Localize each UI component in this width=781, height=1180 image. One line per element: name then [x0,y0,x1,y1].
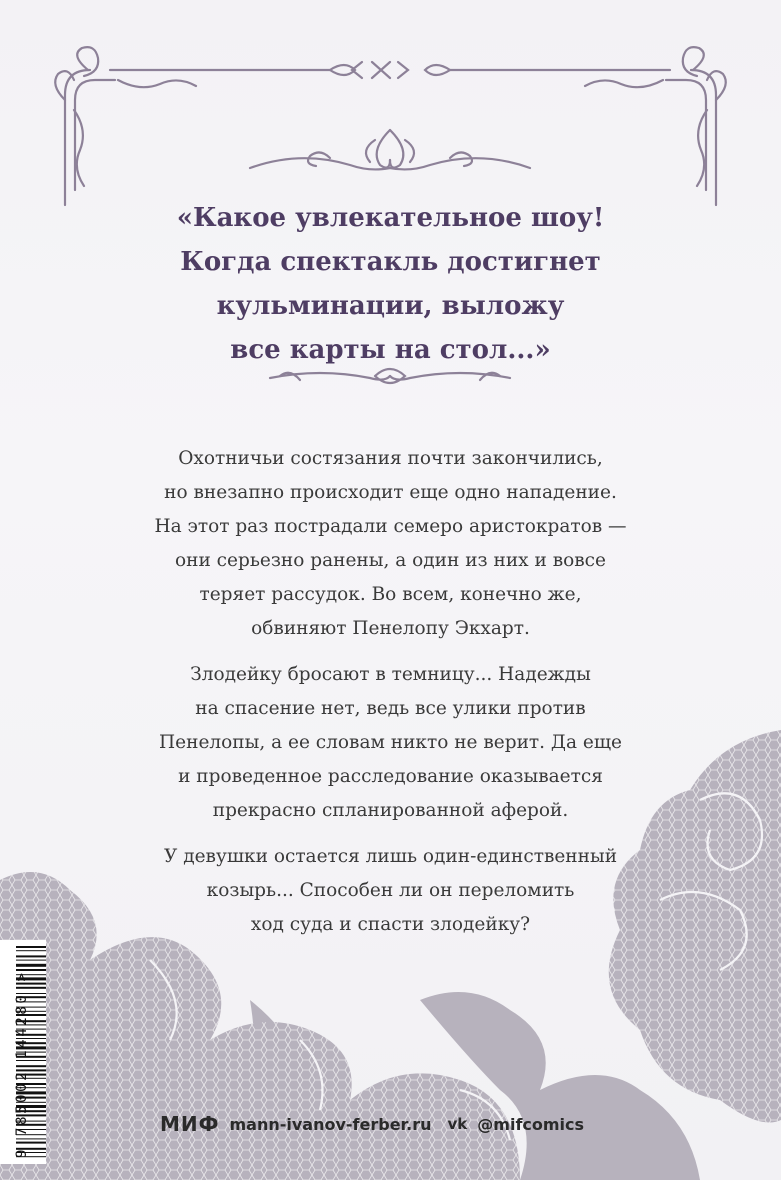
quote-line: «Какое увлекательное шоу! [176,203,605,233]
synopsis-line: Пенелопы, а ее словам никто не верит. Да еще [159,732,622,753]
synopsis-line: На этот раз пострадали семеро аристократов — [154,516,627,537]
social-handle[interactable]: @mifcomics [477,1114,585,1134]
synopsis-line: козырь... Способен ли он переломить [206,880,575,901]
quote-line: Когда спектакль достигнет [180,247,601,277]
barcode-digits: 9 785002 144280 > [14,970,30,1158]
synopsis-paragraph [60,658,721,828]
synopsis-line: обвиняют Пенелопу Экхарт. [251,618,530,639]
synopsis-line: У девушки остается лишь один-единственный [163,846,618,867]
synopsis-line: ход суда и спасти злодейку? [250,914,531,935]
synopsis-line: они серьезно ранены, а один из них и вовсе [174,550,606,571]
quote-line: кульминации, выложу [216,291,565,321]
vk-icon: vk [447,1115,468,1133]
synopsis-line: Охотничьи состязания почти закончились, [178,448,603,469]
synopsis-line: и проведенное расследование оказывается [178,766,603,787]
barcode-bar [16,960,46,961]
quote-line: все карты на стол...» [230,335,551,365]
barcode-bar [16,950,46,951]
synopsis [60,442,721,954]
synopsis-paragraph [60,442,721,646]
synopsis-line: но внезапно происходит еще одно нападение. [164,482,617,503]
publisher-logo: МИФ [160,1112,220,1136]
website-link[interactable]: mann-ivanov-ferber.ru [229,1114,432,1134]
synopsis-line: теряет рассудок. Во всем, конечно же, [199,584,582,605]
synopsis-line: на спасение нет, ведь все улики против [195,698,586,719]
barcode-bar [16,964,46,967]
barcode-bar [16,946,46,948]
barcode-bar [16,955,46,957]
publisher-footer [160,1110,584,1138]
synopsis-line: Злодейку бросают в темницу... Надежды [190,664,591,685]
synopsis-paragraph [60,840,721,942]
synopsis-line: прекрасно спланированной аферой. [212,800,569,821]
